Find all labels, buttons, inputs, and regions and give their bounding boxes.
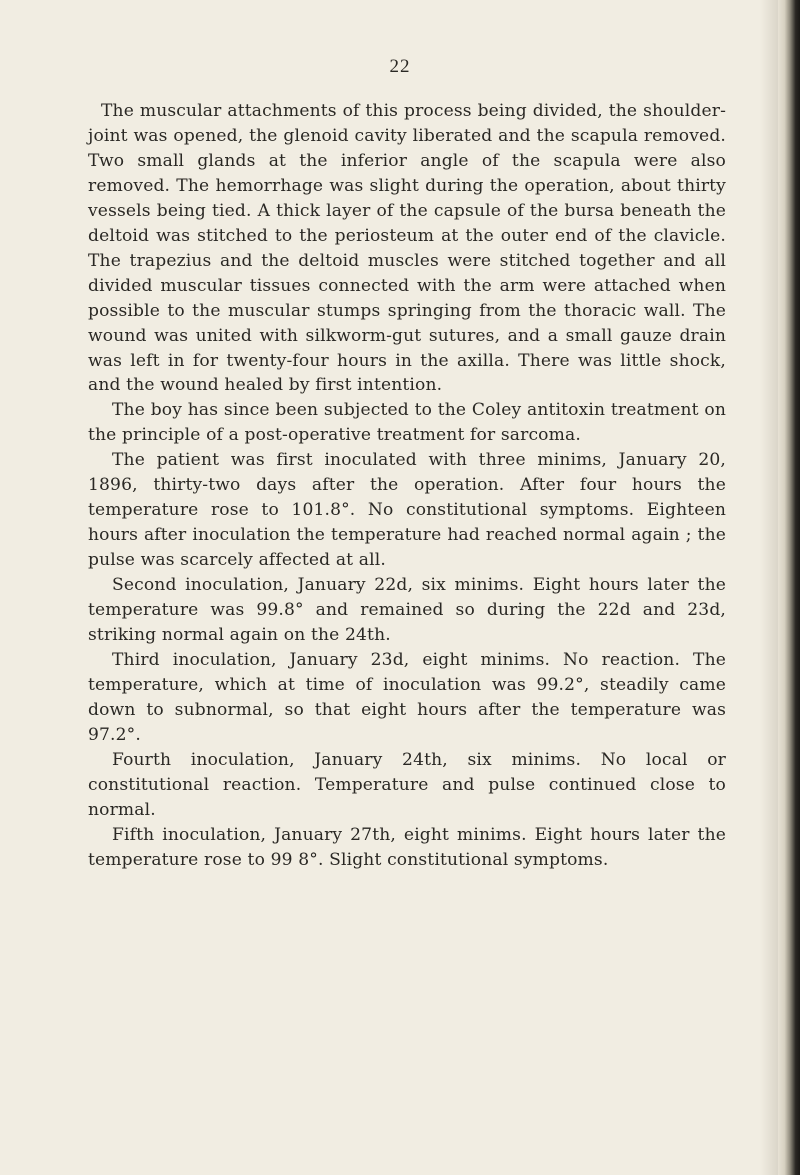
paragraph-fifth-inoculation: Fifth inoculation, January 27th, eight minims. Eight hours later the temperature rose to 99 8°. Slight constitutional symptoms. — [88, 824, 726, 870]
page-number: 22 — [389, 56, 411, 77]
paragraph-third-inoculation: Third inoculation, January 23d, eight minims. No reaction. The temperature, which at time of inoculation was 99.2°, steadily came down to subnormal, so that eight hours after the temperature was 97.2°. — [88, 649, 726, 745]
paragraph-second-inoculation: Second inoculation, January 22d, six minims. Eight hours later the temperature was 99.8° and remained so during the 22d and 23d, striking normal again on the 24th. — [88, 575, 726, 646]
page-edge-shadow — [760, 0, 778, 1175]
paragraph-fourth-inoculation: Fourth inoculation, January 24th, six minims. No local or constitutional reaction. Temperature and pulse continued close to normal. — [88, 749, 726, 820]
paragraph-first-inoculation: The patient was first inoculated with three minims, January 20, 1896, thirty-two days after the operation. After four hours the temperature rose to 101.8°. No constitutional symptoms. Eighteen hours after inoculation the temperature had reached normal again ; the pulse was scarcely affected at all. — [88, 450, 726, 571]
page-binding-edge — [778, 0, 800, 1175]
paragraph-coley-treatment: The boy has since been subjected to the Coley antitoxin treatment on the principle of a post-operative treatment for sarcoma. — [88, 400, 726, 446]
paragraph-operation: The muscular attachments of this process being divided, the shoulder-joint was opened, the glenoid cavity liberated and the scapula removed. Two small glands at the inferior angle of the scapula were also removed. The hemorrhage was slight during the operation, about thirty vessels being tied. A thick layer of the capsule of the bursa beneath the deltoid was stitched to the periosteum at the outer end of the clavicle. The trapezius and the deltoid muscles were stitched together and all divided muscular tissues connected with the arm were attached when possible to the muscular stumps springing from the thoracic wall. The wound was united with silkworm-gut sutures, and a small gauze drain was left in for twenty-four hours in the axilla. There was little shock, and the wound healed by first intention. — [88, 101, 726, 396]
body-text — [88, 99, 726, 873]
